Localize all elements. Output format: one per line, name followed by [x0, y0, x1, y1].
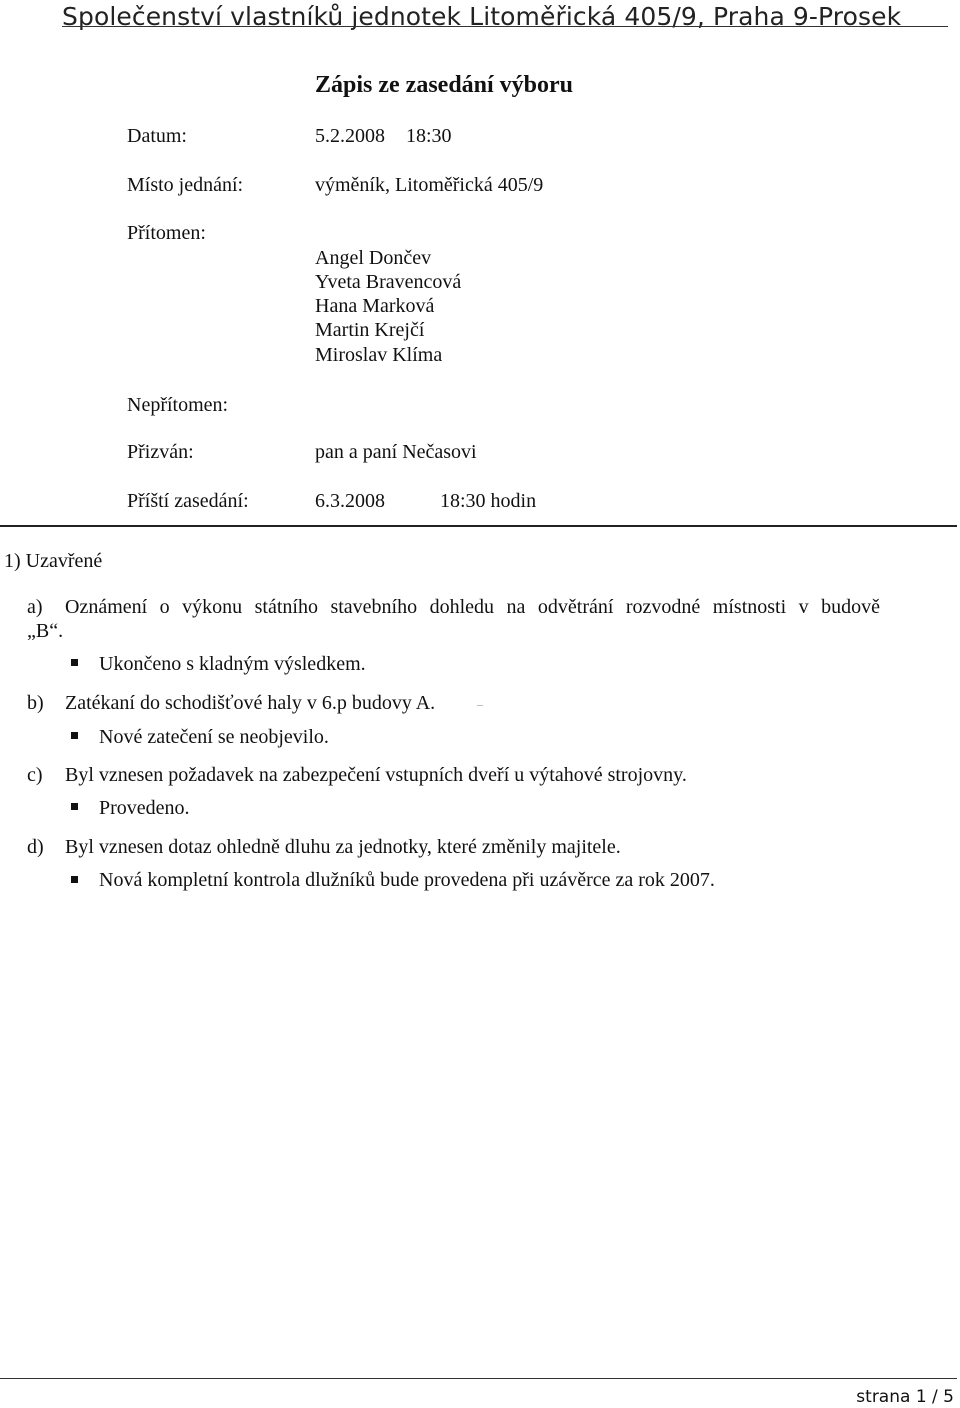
next-meeting-label: Příští zasedání:: [127, 490, 249, 512]
item-text: Oznámení o výkonu státního stavebního dohledu na odvětrání rozvodné místnosti v budově: [65, 596, 880, 618]
bullet-icon: [71, 876, 78, 883]
item-result: Nové zatečení se neobjevilo.: [99, 726, 329, 748]
present-name: Angel Dončev: [315, 247, 432, 269]
page-number: strana 1 / 5: [856, 1387, 954, 1407]
footer-rule: [0, 1378, 957, 1379]
present-name: Hana Marková: [315, 295, 435, 317]
invited-label: Přizván:: [127, 441, 194, 463]
invited-value: pan a paní Nečasovi: [315, 441, 477, 463]
item-letter: a): [27, 596, 43, 618]
present-name: Yveta Bravencová: [315, 271, 462, 293]
item-letter: d): [27, 836, 44, 858]
place-value: výměník, Litoměřická 405/9: [315, 174, 544, 196]
present-label: Přítomen:: [127, 222, 206, 244]
item-result: Ukončeno s kladným výsledkem.: [99, 653, 366, 675]
next-meeting-time: 18:30 hodin: [440, 490, 537, 512]
time-value: 18:30: [406, 125, 452, 147]
bullet-icon: [71, 659, 78, 666]
item-letter: c): [27, 764, 43, 786]
section-divider: [0, 525, 957, 527]
present-name: Miroslav Klíma: [315, 344, 443, 366]
item-text-continued: „B“.: [27, 620, 64, 642]
page-header-title: Společenství vlastníků jednotek Litoměřická 405/9, Praha 9-Prosek: [62, 2, 902, 31]
header-rule: [62, 26, 948, 27]
next-meeting-date: 6.3.2008: [315, 490, 385, 512]
document-title: Zápis ze zasedání výboru: [315, 72, 574, 98]
item-text: Zatékaní do schodišťové haly v 6.p budovy A.: [65, 692, 436, 714]
item-result: Nová kompletní kontrola dlužníků bude provedena při uzávěrce za rok 2007.: [99, 869, 715, 891]
present-name: Martin Krejčí: [315, 319, 425, 341]
date-label: Datum:: [127, 125, 187, 147]
item-result: Provedeno.: [99, 797, 190, 819]
place-label: Místo jednání:: [127, 174, 244, 196]
absent-label: Nepřítomen:: [127, 394, 229, 416]
item-text: Byl vznesen požadavek na zabezpečení vstupních dveří u výtahové strojovny.: [65, 764, 687, 786]
stray-mark: [477, 705, 483, 706]
bullet-icon: [71, 803, 78, 810]
bullet-icon: [71, 732, 78, 739]
section-title: 1) Uzavřené: [4, 550, 103, 572]
item-letter: b): [27, 692, 44, 714]
date-value: 5.2.2008: [315, 125, 385, 147]
item-text: Byl vznesen dotaz ohledně dluhu za jednotky, které změnily majitele.: [65, 836, 621, 858]
